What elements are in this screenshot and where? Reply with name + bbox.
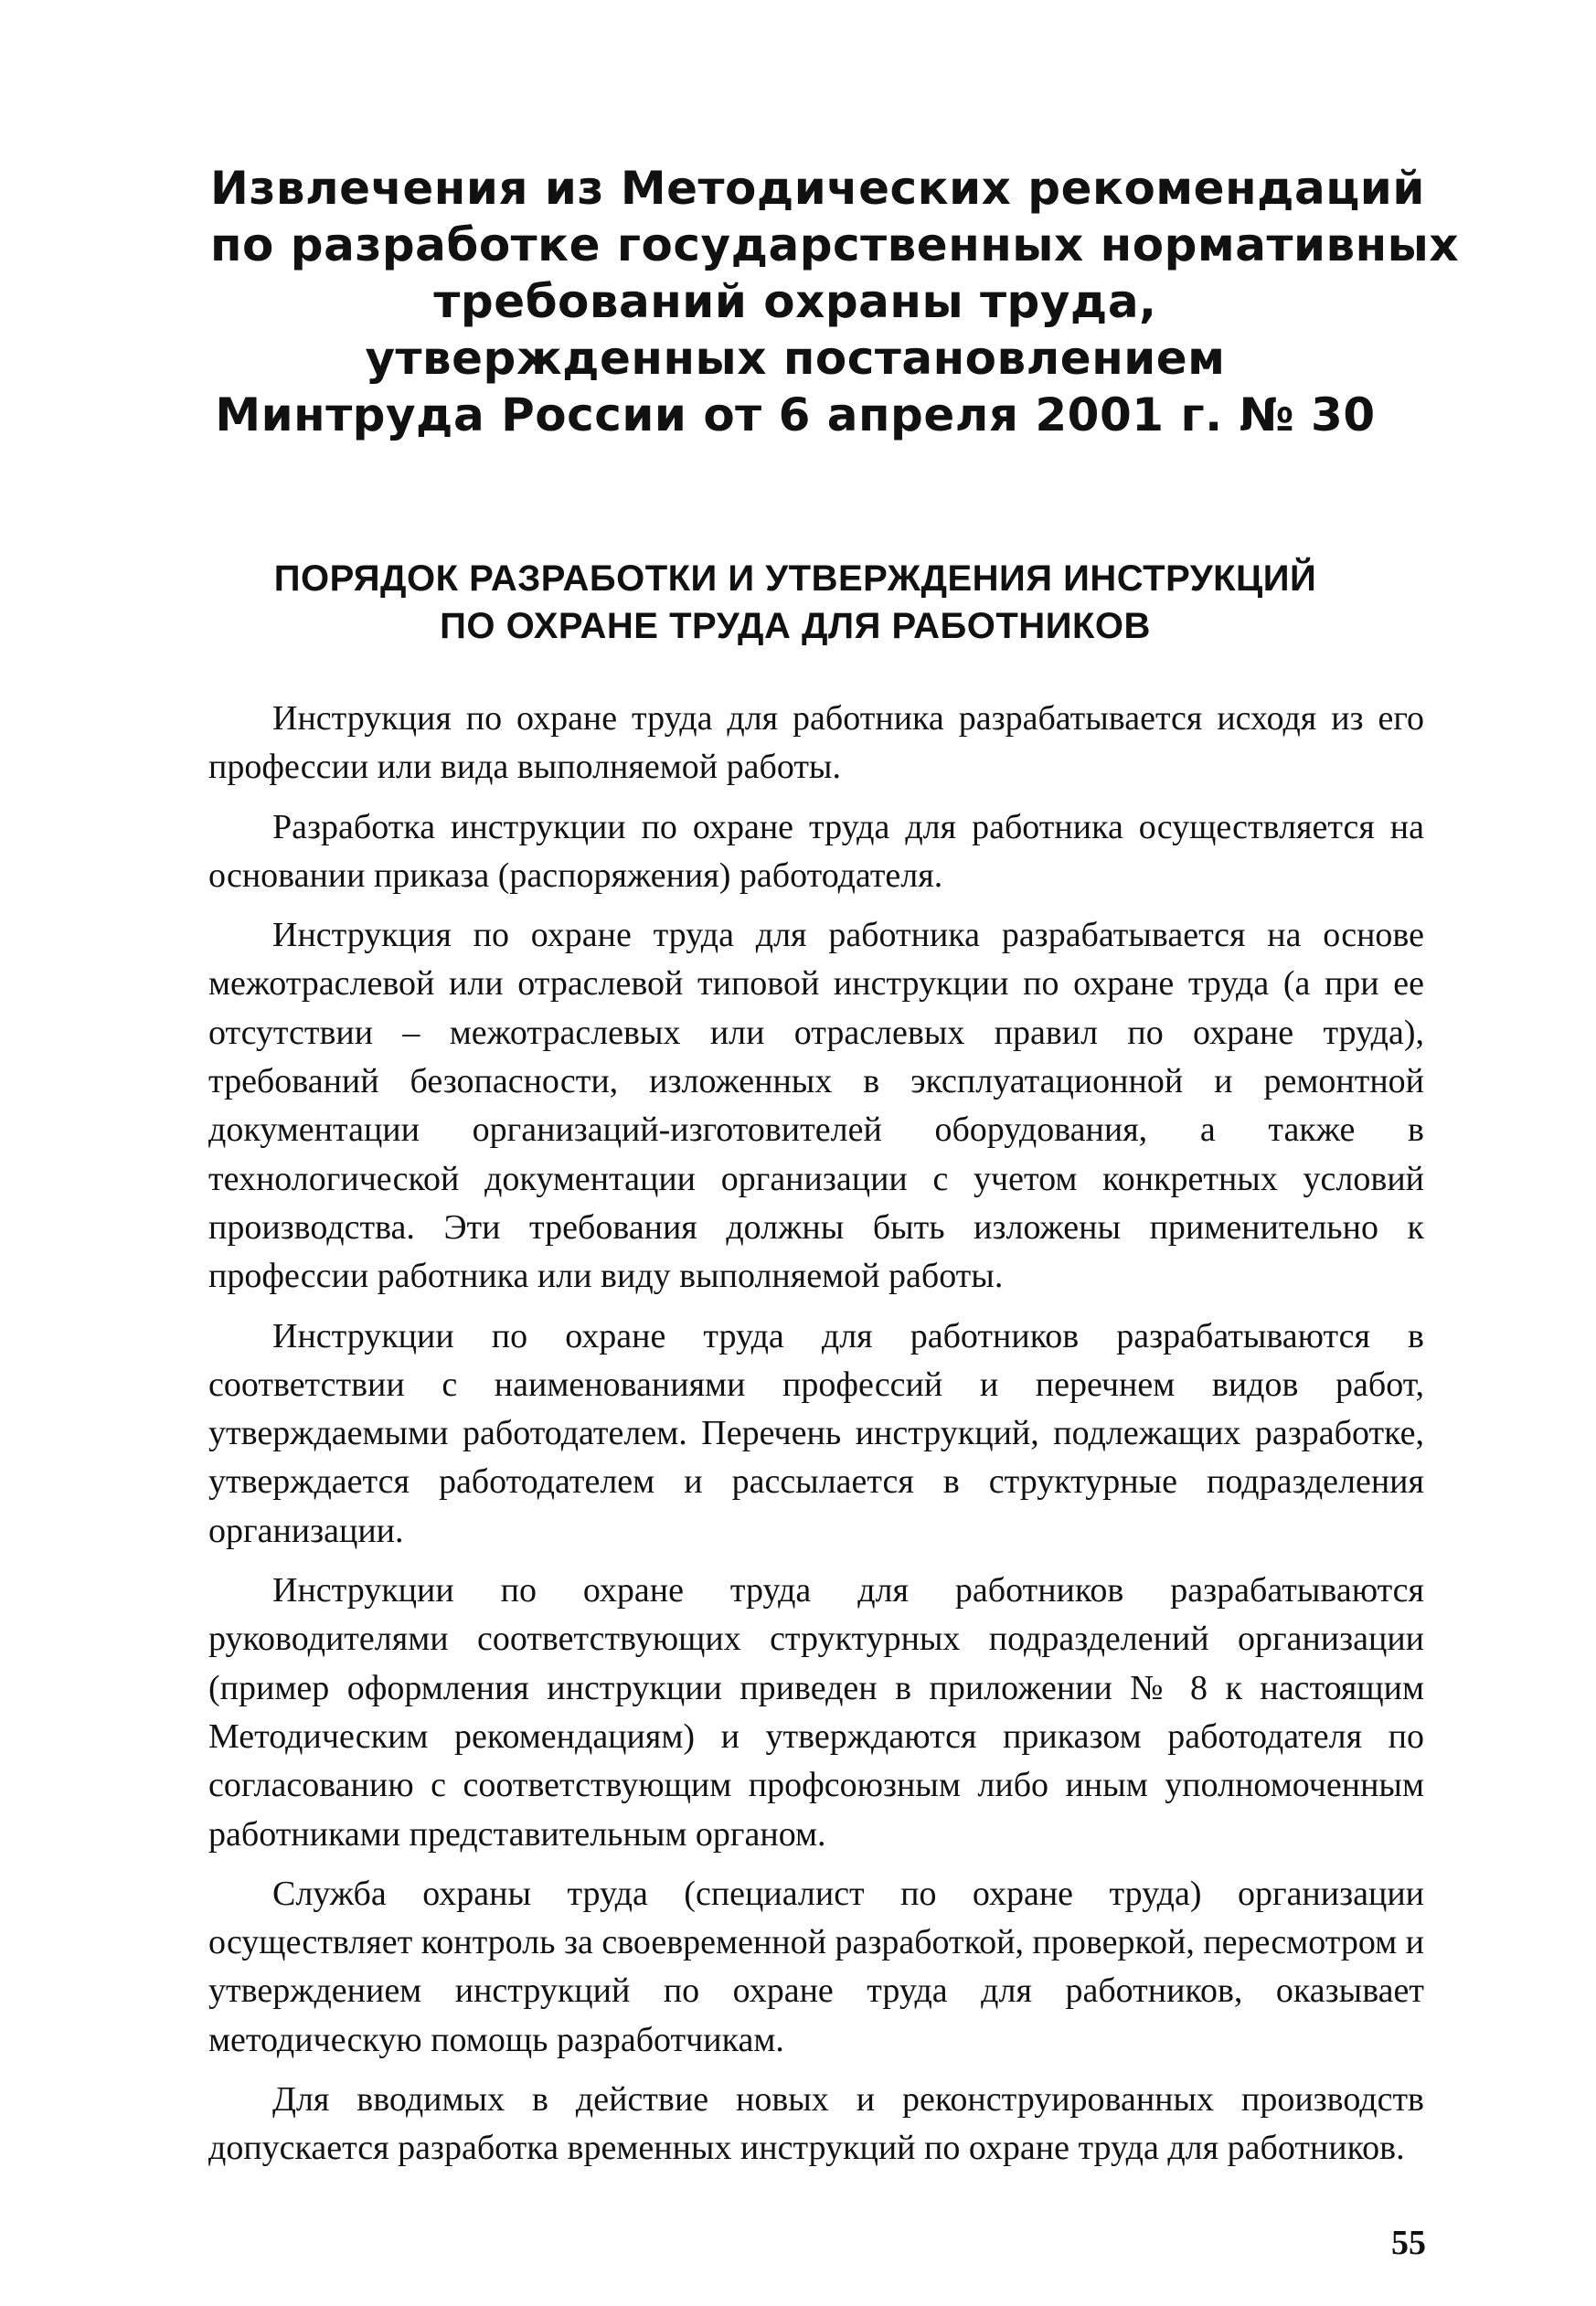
title-line: требований охраны труда,	[433, 275, 1157, 328]
section-heading-line: ПОРЯДОК РАЗРАБОТКИ И УТВЕРЖДЕНИЯ ИНСТРУКЦИЙ	[273, 558, 1317, 599]
paragraph: Служба охраны труда (специалист по охране труда) организации осуществляет контроль за своевременной разработкой, проверкой, пересмотром и утверждением инструкций по охране труда для работников, оказывает методическую помощь разработчикам.	[208, 1874, 1424, 2059]
paragraph: Инструкции по охране труда для работников разрабатываются руководителями соответствующих структурных подразделений организации (пример оформления инструкции приведен в приложении № 8 к настоящим Методическим рекомендациям) и утверждаются приказом работодателя по согласованию с соответствующим профсоюзным либо иным уполномоченным работниками представительным органом.	[208, 1571, 1424, 1854]
title-line: Извлечения из Методических рекомендаций	[210, 162, 1425, 215]
section-heading	[210, 555, 1380, 650]
paragraph: Инструкции по охране труда для работников разрабатываются в соответствии с наименованиями профессий и перечнем видов работ, утверждаемыми работодателем. Перечень инструкций, подлежащих разработке, утверждается работодателем и рассылается в структурные подразделения организации.	[208, 1316, 1424, 1550]
paragraph: Разработка инструкции по охране труда для работника осуществляется на основании приказа (распоряжения) работодателя.	[208, 807, 1424, 895]
title-line: Минтруда России от 6 апреля 2001 г. № 30	[215, 388, 1376, 441]
paragraph: Инструкция по охране труда для работника разрабатывается на основе межотраслевой или отраслевой типовой инструкции по охране труда (а при ее отсутствии – межотраслевых или отраслевых правил по охране труда), требований безопасности, изложенных в эксплуатационной и ремонтной документации организаций-изготовителей оборудования, а также в технологической документации организации с учетом конкретных условий производства. Эти требования должны быть изложены применительно к профессии работника или виду выполняемой работы.	[208, 916, 1424, 1296]
paragraph: Для вводимых в действие новых и реконструированных производств допускается разработка временных инструкций по охране труда для работников.	[208, 2080, 1424, 2168]
section-heading-line: ПО ОХРАНЕ ТРУДА ДЛЯ РАБОТНИКОВ	[440, 606, 1151, 646]
body-text	[208, 695, 1424, 2184]
title-line: утвержденных постановлением	[365, 332, 1226, 385]
title-line: по разработке государственных нормативных	[210, 218, 1460, 271]
document-title	[210, 160, 1460, 443]
paragraph: Инструкция по охране труда для работника разрабатывается исходя из его профессии или вида выполняемой работы.	[208, 699, 1424, 787]
page-number: 55	[1391, 2224, 1426, 2262]
